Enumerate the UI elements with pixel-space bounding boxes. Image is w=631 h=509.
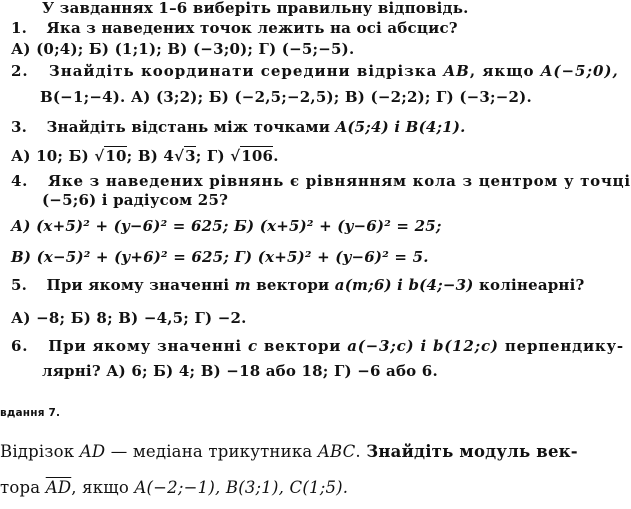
q3-ans-d: . <box>273 147 279 165</box>
question-1 <box>11 19 458 37</box>
q3-root-3: 106 <box>241 147 274 165</box>
q3-ans-b: ; В) 4 <box>126 147 175 165</box>
task7-points: A(−2;−1), B(3;1), C(1;5). <box>134 478 349 497</box>
task7-abc: ABC <box>317 442 356 461</box>
question-6 <box>11 337 624 355</box>
q2-answers: B(−1;−4). А) (3;2); Б) (−2,5;−2,5); В) (−2;2); Г) (−3;−2). <box>40 88 532 106</box>
q6-answers: лярні? А) 6; Б) 4; В) −18 або 18; Г) −6 або 6. <box>42 362 438 380</box>
question-2 <box>11 62 619 80</box>
q5-text: При якому значенні <box>46 276 235 294</box>
q5-vectors: a(m;6) і b(4;−3) <box>334 276 474 294</box>
task7-line-2 <box>0 479 348 497</box>
q6-text-c: перпендику- <box>498 337 624 355</box>
q2-text: Знайдіть координати середини відрізка <box>48 62 444 80</box>
q2-segment: AB <box>443 62 470 80</box>
q5-m: m <box>234 276 251 294</box>
q3-answers: А) 10; Б) √10; В) 4√3; Г) √106. <box>11 147 279 165</box>
task7-text-d: Знайдіть модуль век- <box>366 442 578 461</box>
task7-text-f: , якщо <box>71 478 135 497</box>
task7-vector-ad: $\overline{AD}$ <box>45 478 72 497</box>
q2-point-a: A(−5;0), <box>540 62 619 80</box>
q4-answers-vg: В) (x−5)² + (y+6)² = 625; Г) (x+5)² + (y−6)² = 5. <box>11 248 429 266</box>
q4-text: Яке з наведених рівнянь є рівнянням кола з центром у точці <box>48 172 631 190</box>
task7-label: вдання 7. <box>0 407 61 419</box>
q4-answers-ab: А) (x+5)² + (y−6)² = 625; Б) (x+5)² + (y−6)² = 25; <box>11 217 442 235</box>
q1-text: Яка з наведених точок лежить на осі абсцис? <box>46 19 458 37</box>
question-5 <box>11 276 585 294</box>
q6-text: При якому значенні <box>48 337 248 355</box>
q3-points: A(5;4) і B(4;1). <box>335 118 466 136</box>
task7-line-1 <box>0 443 578 461</box>
q6-text-b: вектори <box>257 337 348 355</box>
q3-root-1: 10 <box>105 147 127 165</box>
q6-c: c <box>247 337 258 355</box>
q3-text: Знайдіть відстань між точками <box>46 118 336 136</box>
task7-text-a: Відрізок <box>0 442 80 461</box>
q1-number: 1. <box>11 19 28 37</box>
q2-number: 2. <box>11 62 29 80</box>
q2-text-b: , якщо <box>469 62 541 80</box>
q4-number: 4. <box>11 172 29 190</box>
task7-text-e: тора <box>0 478 46 497</box>
q5-text-b: вектори <box>250 276 335 294</box>
q3-ans-c: ; Г) <box>195 147 231 165</box>
header: У завданнях 1–6 виберіть правильну відповідь. <box>42 0 469 17</box>
q3-number: 3. <box>11 118 28 136</box>
q6-number: 6. <box>11 337 29 355</box>
q5-text-c: колінеарні? <box>473 276 585 294</box>
q5-number: 5. <box>11 276 28 294</box>
question-3 <box>11 118 466 136</box>
q5-answers: А) −8; Б) 8; В) −4,5; Г) −2. <box>11 309 247 327</box>
task7-text-c: . <box>355 442 367 461</box>
q3-root-2: 3 <box>185 147 196 165</box>
q6-vectors: a(−3;c) і b(12;c) <box>347 337 499 355</box>
q3-ans-a: А) 10; Б) <box>11 147 95 165</box>
q4-text-2: (−5;6) і радіусом 25? <box>42 191 229 209</box>
task7-text-b: — медіана трикутника <box>105 442 318 461</box>
q1-answers: А) (0;4); Б) (1;1); В) (−3;0); Г) (−5;−5). <box>11 40 355 58</box>
task7-ad: AD <box>79 442 106 461</box>
question-4 <box>11 172 631 190</box>
